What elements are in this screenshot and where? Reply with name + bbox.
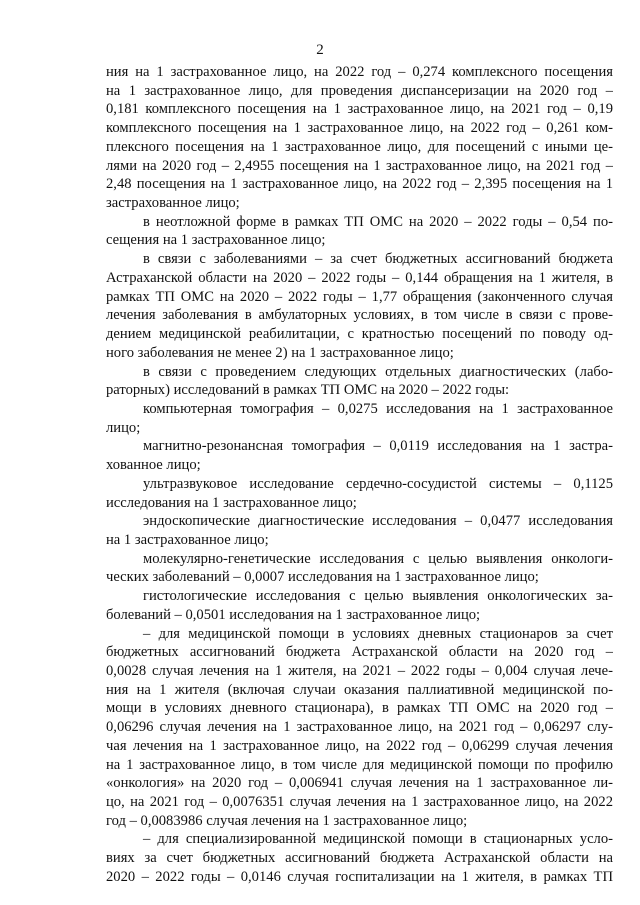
text-line: чая лечения на 1 застрахованное лицо, на 2022 год – 0,06299 случая лечения (106, 737, 613, 754)
text-line: на 1 застрахованное лицо; (106, 531, 269, 548)
text-line: 2,48 посещения на 1 застрахованное лицо, на 2022 год – 2,395 посещения на 1 (106, 176, 613, 193)
text-line: бюджетных ассигнований бюджета Астраханской области на 2020 год – (106, 644, 613, 661)
text-line: ческих заболеваний – 0,0007 исследования на 1 застрахованное лицо; (106, 569, 539, 586)
text-line: ного заболевания не менее 2) на 1 застрахованное лицо; (106, 344, 454, 361)
text-line: магнитно-резонансная томография – 0,0119 исследования на 1 застра- (143, 438, 613, 455)
text-line: на 1 застрахованное лицо, в том числе для медицинской помощи по профилю (106, 756, 613, 773)
text-line: – для медицинской помощи в условиях дневных стационаров за счет (143, 625, 613, 642)
text-line: молекулярно-генетические исследования с целью выявления онкологи- (143, 550, 613, 567)
text-line: плексного посещения на 1 застрахованное лицо, для посещений с иными це- (106, 138, 613, 155)
text-line: лечения заболевания в амбулаторных условиях, в том числе в связи с прове- (106, 307, 613, 324)
document-body (106, 63, 613, 887)
text-line: ультразвуковое исследование сердечно-сосудистой системы – 0,1125 (143, 475, 613, 492)
text-line: 2020 – 2022 годы – 0,0146 случая госпитализации на 1 жителя, в рамках ТП (106, 868, 613, 885)
text-line: раторных) исследований в рамках ТП ОМС на 2020 – 2022 годы: (106, 382, 510, 399)
text-line: цо, на 2021 год – 0,0076351 случая лечения на 1 застрахованное лицо, на 2022 (106, 794, 613, 811)
text-line: лями на 2020 год – 2,4955 посещения на 1 застрахованное лицо, на 2021 год – (106, 157, 613, 174)
text-line: лицо; (106, 419, 141, 436)
text-line: болеваний – 0,0501 исследования на 1 застрахованное лицо; (106, 606, 481, 623)
text-line: компьютерная томография – 0,0275 исследования на 1 застрахованное (143, 400, 613, 417)
text-line: эндоскопические диагностические исследования – 0,0477 исследования (143, 513, 613, 530)
text-line: на 1 застрахованное лицо, для проведения диспансеризации на 2020 год – (106, 82, 613, 99)
text-line: Астраханской области на 2020 – 2022 годы – 0,144 обращения на 1 жителя, в (106, 269, 613, 286)
text-line: застрахованное лицо; (106, 195, 240, 212)
text-line: ния на 1 жителя (включая случаи оказания паллиативной медицинской по- (106, 681, 613, 698)
text-line: – для специализированной медицинской помощи в стационарных усло- (143, 831, 613, 848)
text-line: мощи в условиях дневного стационара), в рамках ТП ОМС на 2020 год – (106, 700, 613, 717)
text-line: 0,06296 случая лечения на 1 застрахованное лицо, на 2021 год – 0,06297 слу- (106, 719, 613, 736)
text-line: в неотложной форме в рамках ТП ОМС на 2020 – 2022 годы – 0,54 по- (143, 213, 613, 230)
text-line: 0,181 комплексного посещения на 1 застрахованное лицо, на 2021 год – 0,19 (106, 101, 613, 118)
text-line: дением медицинской реабилитации, с кратностью посещений по поводу од- (106, 326, 613, 343)
text-line: 0,0028 случая лечения на 1 жителя, на 2021 – 2022 годы – 0,004 случая лече- (106, 663, 613, 679)
text-line: «онкология» на 2020 год – 0,006941 случая лечения на 1 застрахованное ли- (106, 775, 613, 792)
text-line: гистологические исследования с целью выявления онкологических за- (143, 588, 613, 605)
text-line: сещения на 1 застрахованное лицо; (106, 232, 326, 249)
text-line: исследования на 1 застрахованное лицо; (106, 494, 357, 511)
text-line: ния на 1 застрахованное лицо, на 2022 год – 0,274 комплексного посещения (106, 64, 613, 80)
text-line: рамках ТП ОМС на 2020 – 2022 годы – 1,77 обращения (законченного случая (106, 288, 613, 305)
text-line: хованное лицо; (106, 457, 201, 474)
text-line: в связи с проведением следующих отдельных диагностических (лабо- (143, 363, 613, 380)
text-line: комплексного посещения на 1 застрахованное лицо, на 2022 год – 0,261 ком- (106, 120, 613, 137)
text-line: год – 0,0083986 случая лечения на 1 застрахованное лицо; (106, 812, 468, 829)
text-line: в связи с заболеваниями – за счет бюджетных ассигнований бюджета (143, 251, 613, 268)
page-number: 2 (316, 42, 324, 58)
text-line: виях за счет бюджетных ассигнований бюджета Астраханской области на (106, 850, 613, 867)
